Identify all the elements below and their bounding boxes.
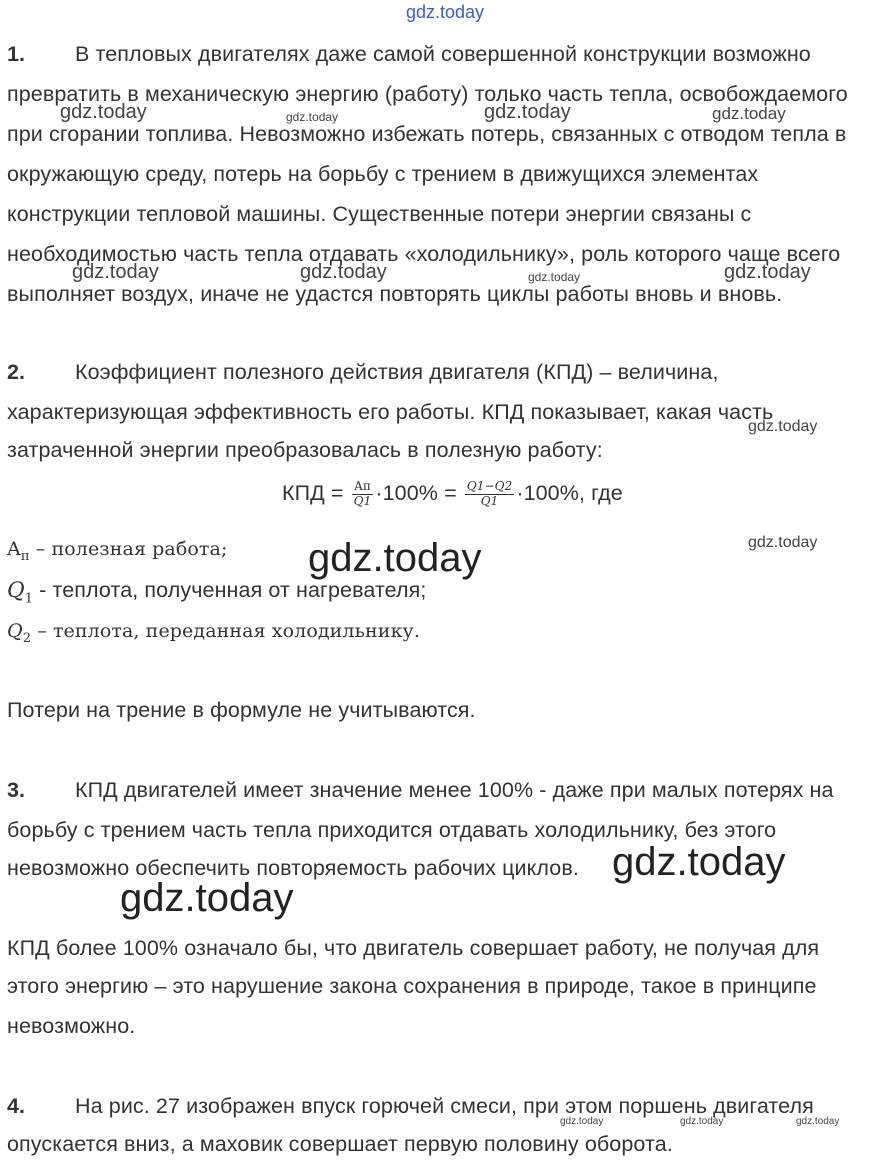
watermark: gdz.today [60,101,147,123]
paragraph-line: опускается вниз, а маховик совершает первую половину оборота. [7,1132,673,1156]
watermark-top: gdz.today [406,2,485,22]
section-number: 2. [7,360,26,384]
paragraph-line: затраченной энергии преобразовалась в полезную работу: [7,438,603,462]
watermark-large: gdz.today [612,840,786,884]
watermark: gdz.today [748,534,818,551]
paragraph-line: этого энергию – это нарушение закона сохранения в природе, такое в принципе [7,974,817,998]
paragraph-line: 2. Коэффициент полезного действия двигателя (КПД) – величина, [7,360,719,384]
paragraph-line: при сгорании топлива. Невозможно избежать потерь, связанных с отводом тепла в [7,122,847,146]
watermark: gdz.today [680,1116,724,1127]
paragraph-line: 1. В тепловых двигателях даже самой совершенной конструкции возможно [7,42,811,66]
watermark: gdz.today [300,261,387,283]
section-number: 3. [7,778,26,802]
watermark: gdz.today [528,270,581,284]
paragraph-line: превратить в механическую энергию (работу) только часть тепла, освобождаемого [7,82,848,106]
section-number: 1. [7,42,26,66]
definition-line: $Q_2$ – теплота, переданная холодильнику. [7,620,420,646]
paragraph-line: выполняет воздух, иначе не удастся повторять циклы работы вновь и вновь. [7,282,783,306]
formula: КПД = $\frac{Aп}{Q1}$ ·100% = $\frac{Q1-Q2}{Q1}$ ·100%, где [282,479,623,508]
paragraph-line: конструкции тепловой машины. Существенные потери энергии связаны с [7,202,752,226]
watermark: gdz.today [796,1116,840,1127]
fraction: $\frac{Q1-Q2}{Q1}$ [466,479,513,508]
section-number: 4. [7,1094,26,1118]
watermark: gdz.today [748,418,818,435]
paragraph-line: борьбу с трением часть тепла приходится отдавать холодильнику, без этого [7,818,777,842]
paragraph-line: характеризующая эффективность его работы. КПД показывает, какая часть [7,400,774,424]
watermark: gdz.today [286,110,339,124]
paragraph-line: невозможно. [7,1014,136,1038]
note-line: Потери на трение в формуле не учитываются. [7,698,476,722]
paragraph-line: окружающую среду, потерь на борьбу с трением в движущихся элементах [7,162,759,186]
paragraph-line: КПД более 100% означало бы, что двигатель совершает работу, не получая для [7,936,820,960]
definition-line: $Q_1$ - теплота, полученная от нагревателя; [7,578,427,607]
paragraph-line: 4. На рис. 27 изображен впуск горючей смеси, при этом поршень двигателя [7,1094,814,1118]
watermark: gdz.today [560,1116,604,1127]
paragraph-line: невозможно обеспечить повторяемость рабочих циклов. [7,856,579,880]
watermark: gdz.today [712,104,786,123]
watermark-large: gdz.today [308,536,482,580]
watermark-large: gdz.today [120,876,294,920]
fraction: $\frac{Aп}{Q1}$ [353,479,372,508]
definition-line: $A_п$ – полезная работа; [7,538,228,564]
watermark: gdz.today [72,261,159,283]
watermark: gdz.today [724,261,811,283]
paragraph-line: необходимостью часть тепла отдавать «холодильнику», роль которого чаще всего [7,242,841,266]
watermark: gdz.today [484,101,571,123]
paragraph-line: 3. КПД двигателей имеет значение менее 100% - даже при малых потерях на [7,778,834,802]
